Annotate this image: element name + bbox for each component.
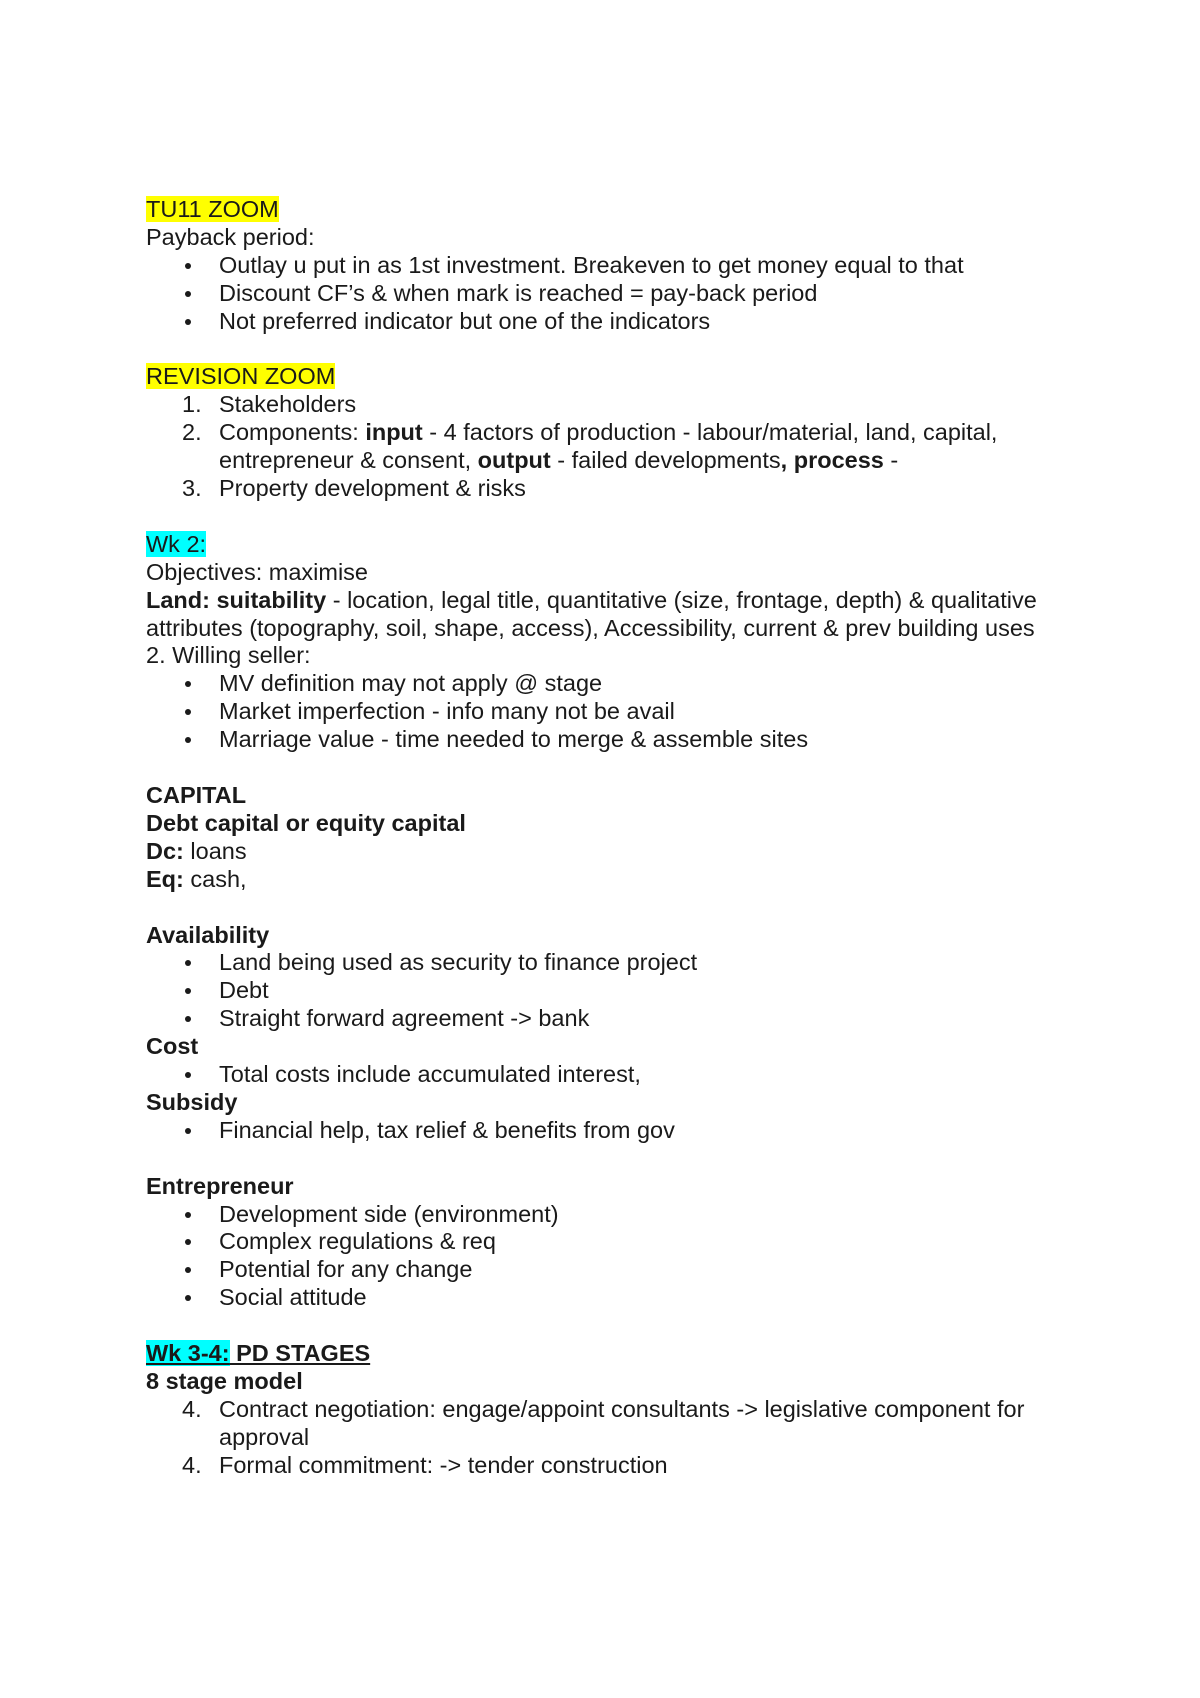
bold-term: , process	[780, 447, 884, 474]
stage-numbered-list	[146, 1396, 1086, 1480]
objectives-line: Objectives: maximise	[146, 558, 368, 585]
list-item-text: Stakeholders	[219, 391, 357, 418]
bold-term: Land: suitability	[146, 586, 327, 613]
list-item-text: -	[883, 447, 899, 474]
list-item	[146, 419, 1086, 475]
list-item: Debt	[146, 977, 1086, 1005]
highlighted-heading: Wk 2:	[146, 530, 207, 557]
list-item-text: Property development & risks	[219, 475, 526, 502]
paragraph-text: cash,	[183, 865, 247, 892]
cost-bullet-list	[146, 1061, 1086, 1089]
section-heading-revision	[146, 363, 1086, 391]
payback-bullet-list	[146, 252, 1086, 336]
highlighted-heading: REVISION ZOOM	[146, 363, 336, 390]
highlighted-heading: Wk 3-4:	[146, 1340, 230, 1367]
bold-term: Eq:	[146, 865, 184, 892]
list-item	[146, 391, 1086, 419]
bold-term: input	[365, 419, 423, 446]
section-heading-tu11	[146, 196, 1086, 224]
bold-term: Dc:	[146, 837, 184, 864]
bold-term: output	[477, 447, 551, 474]
list-item	[146, 1396, 1086, 1452]
blank-line	[146, 1312, 1086, 1340]
list-item	[146, 1452, 1086, 1480]
entrepreneur-bullet-list	[146, 1201, 1086, 1313]
subsidy-bullet-list	[146, 1117, 1086, 1145]
paragraph-text: - location, legal title, quantitative (size, frontage, depth) & qualitative attributes (topography, soil, shape, access), Accessibility, current & prev building uses	[146, 586, 1037, 641]
blank-line	[146, 894, 1086, 922]
list-item-text: - 4 factors of production - labour/material, land, capital, entrepreneur & consent,	[219, 419, 998, 474]
list-item: Financial help, tax relief & benefits from gov	[146, 1117, 1086, 1145]
list-item: Complex regulations & req	[146, 1228, 1086, 1256]
list-item: MV definition may not apply @ stage	[146, 670, 1086, 698]
payback-period-label: Payback period:	[146, 223, 315, 250]
willing-seller-bullet-list	[146, 670, 1086, 754]
list-item: Discount CF’s & when mark is reached = pay-back period	[146, 280, 1086, 308]
list-number: 4.	[182, 1395, 202, 1422]
paragraph-text: loans	[183, 837, 247, 864]
list-item: Outlay u put in as 1st investment. Breakeven to get money equal to that	[146, 252, 1086, 280]
document-page	[146, 196, 1086, 1480]
land-paragraph	[146, 587, 1086, 643]
list-item: Social attitude	[146, 1284, 1086, 1312]
list-item: Development side (environment)	[146, 1201, 1086, 1229]
blank-line	[146, 1145, 1086, 1173]
section-heading-wk34	[146, 1340, 1086, 1368]
debt-capital-line	[146, 838, 1086, 866]
blank-line	[146, 503, 1086, 531]
availability-heading: Availability	[146, 921, 270, 948]
list-number: 1.	[182, 391, 202, 418]
equity-capital-line	[146, 866, 1086, 894]
revision-numbered-list	[146, 391, 1086, 503]
list-item-text: - failed developments	[550, 447, 781, 474]
highlighted-heading: TU11 ZOOM	[146, 196, 279, 222]
list-item-text: Contract negotiation: engage/appoint consultants -> legislative component for approval	[219, 1395, 1025, 1450]
list-number: 2.	[182, 419, 202, 446]
stage-model-subheading: 8 stage model	[146, 1367, 303, 1394]
entrepreneur-heading: Entrepreneur	[146, 1172, 294, 1199]
availability-bullet-list	[146, 949, 1086, 1033]
list-item: Land being used as security to finance project	[146, 949, 1086, 977]
willing-seller-line: 2. Willing seller:	[146, 642, 311, 669]
list-item: Market imperfection - info many not be avail	[146, 698, 1086, 726]
list-number: 4.	[182, 1451, 202, 1478]
list-item: Not preferred indicator but one of the indicators	[146, 308, 1086, 336]
cost-heading: Cost	[146, 1033, 199, 1060]
subsidy-heading: Subsidy	[146, 1088, 238, 1115]
section-heading-wk2	[146, 531, 1086, 559]
list-item	[146, 475, 1086, 503]
list-item: Marriage value - time needed to merge & assemble sites	[146, 726, 1086, 754]
capital-heading: CAPITAL	[146, 781, 247, 808]
list-number: 3.	[182, 475, 202, 502]
blank-line	[146, 754, 1086, 782]
blank-line	[146, 336, 1086, 364]
list-item: Straight forward agreement -> bank	[146, 1005, 1086, 1033]
list-item-text: Components:	[219, 419, 366, 446]
list-item: Total costs include accumulated interest,	[146, 1061, 1086, 1089]
heading-text: PD STAGES	[229, 1340, 371, 1367]
list-item: Potential for any change	[146, 1256, 1086, 1284]
list-item-text: Formal commitment: -> tender construction	[219, 1451, 668, 1478]
capital-subheading: Debt capital or equity capital	[146, 809, 466, 836]
